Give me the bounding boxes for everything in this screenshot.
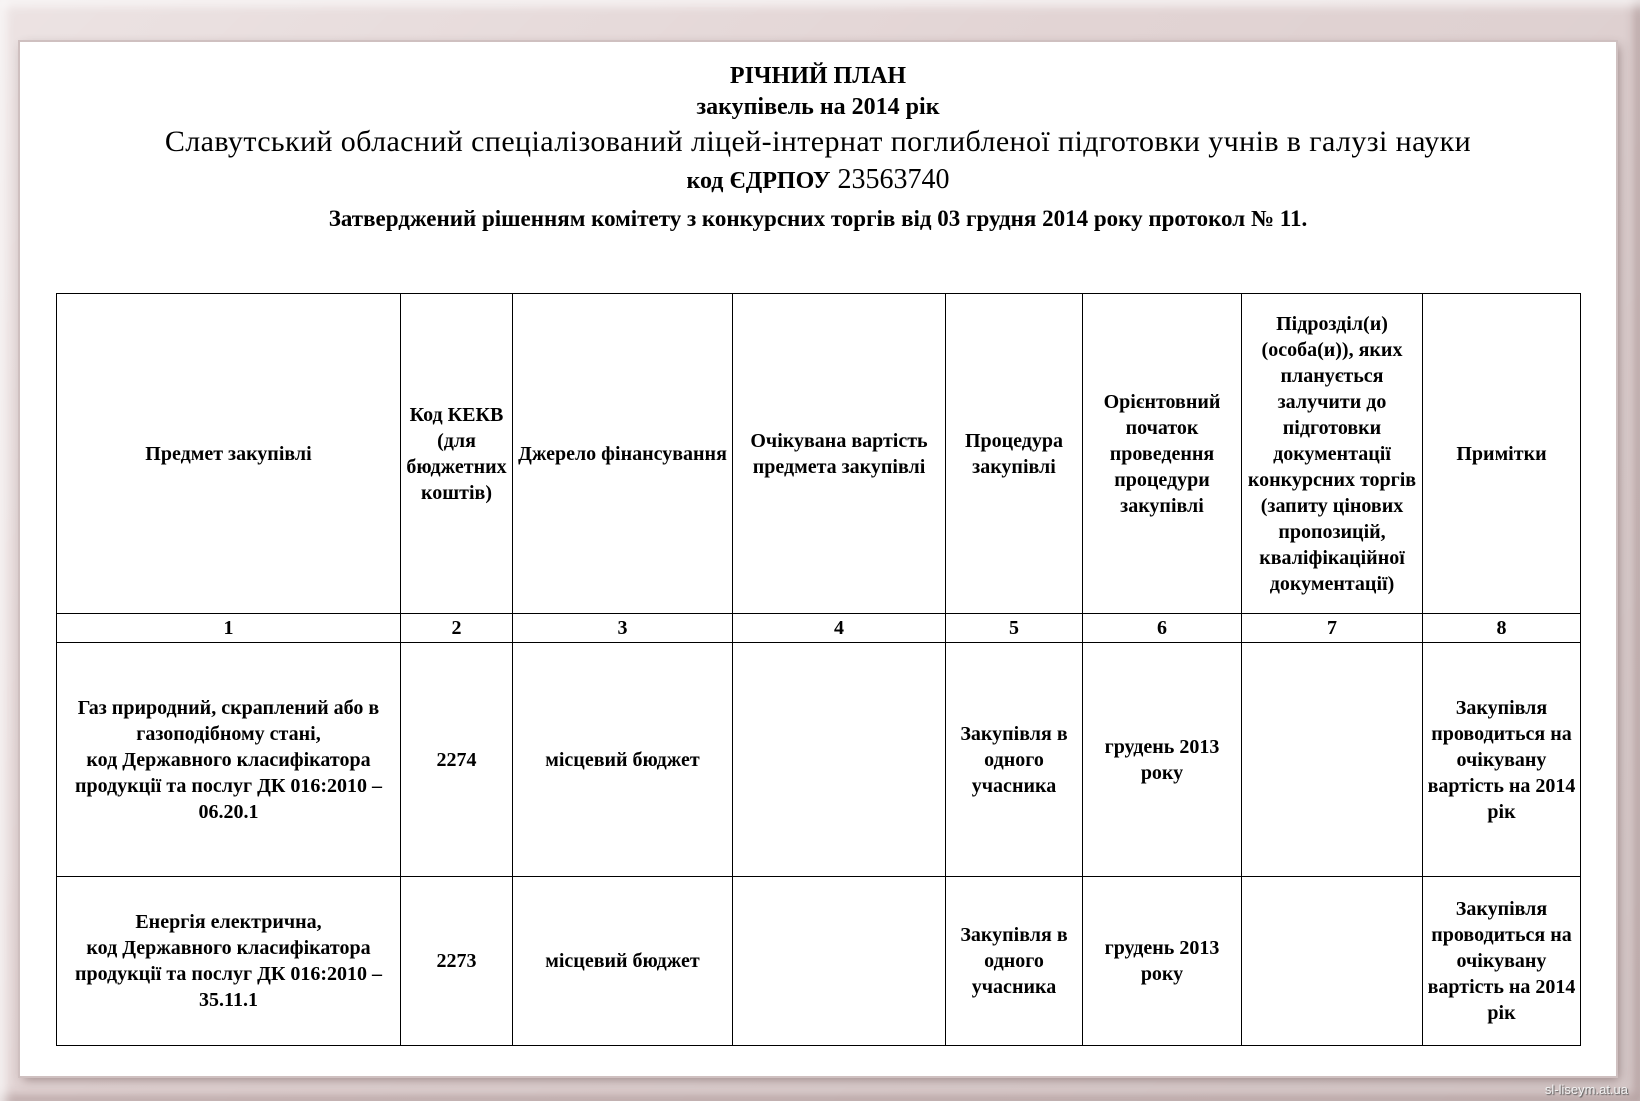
column-header: Підрозділ(и) (особа(и)), яких планується залучити до підготовки документації конкурсних торгів (запиту цінових пропозицій, кваліфікаційної документації) <box>1242 294 1423 614</box>
document-title: РІЧНИЙ ПЛАН <box>729 63 907 89</box>
column-number-row <box>57 614 1581 643</box>
start-cell: грудень 2013 року <box>1083 643 1242 877</box>
column-header: Джерело фінансування <box>513 294 733 614</box>
subject-code: код Державного класифікатора продукції та послуг ДК 016:2010 – 06.20.1 <box>74 748 383 823</box>
notes-cell: Закупівля проводиться на очікувану вартість на 2014 рік <box>1423 877 1581 1046</box>
column-header: Очікувана вартість предмета закупівлі <box>733 294 946 614</box>
notes-cell: Закупівля проводиться на очікувану вартість на 2014 рік <box>1423 643 1581 877</box>
column-number: 2 <box>401 614 513 643</box>
approval-line: Затверджений рішенням комітету з конкурсних торгів від 03 грудня 2014 року протокол № 11. <box>328 206 1308 231</box>
column-header: Предмет закупівлі <box>57 294 401 614</box>
subject-cell <box>57 643 401 877</box>
column-number: 8 <box>1423 614 1581 643</box>
subject-name: Газ природний, скраплений або в газоподібному стані, <box>77 696 380 745</box>
subject-name: Енергія електрична, <box>135 911 322 933</box>
site-watermark: sl-liseym.at.ua <box>1544 1082 1628 1097</box>
source-cell: місцевий бюджет <box>513 643 733 877</box>
column-header: Код КЕКВ (для бюджетних коштів) <box>401 294 513 614</box>
start-cell: грудень 2013 року <box>1083 877 1242 1046</box>
column-header: Примітки <box>1423 294 1581 614</box>
procedure-cell: Закупівля в одного учасника <box>946 877 1083 1046</box>
edrpou-line <box>20 162 1616 199</box>
kekv-cell: 2274 <box>401 643 513 877</box>
table-header-row <box>57 294 1581 614</box>
column-header: Процедура закупівлі <box>946 294 1083 614</box>
table-row <box>57 643 1581 877</box>
edrpou-value: 23563740 <box>837 164 950 195</box>
edrpou-label: код ЄДРПОУ <box>686 168 831 194</box>
document-page <box>20 42 1616 1076</box>
kekv-cell: 2273 <box>401 877 513 1046</box>
source-cell: місцевий бюджет <box>513 877 733 1046</box>
column-number: 4 <box>733 614 946 643</box>
column-number: 5 <box>946 614 1083 643</box>
column-header: Орієнтовний початок проведення процедури закупівлі <box>1083 294 1242 614</box>
column-number: 3 <box>513 614 733 643</box>
department-cell <box>1242 877 1423 1046</box>
document-subtitle: закупівель на 2014 рік <box>696 94 940 120</box>
cost-cell <box>733 877 946 1046</box>
subject-cell <box>57 877 401 1046</box>
subject-code: код Державного класифікатора продукції та послуг ДК 016:2010 – 35.11.1 <box>74 937 383 1011</box>
procurement-table <box>56 293 1581 1046</box>
cost-cell <box>733 643 946 877</box>
department-cell <box>1242 643 1423 877</box>
table-row <box>57 877 1581 1046</box>
document-header <box>20 60 1616 239</box>
column-number: 6 <box>1083 614 1242 643</box>
organization-name: Славутський обласний спеціалізований ліцей-інтернат поглибленої підготовки учнів в галузі науки <box>164 125 1472 158</box>
column-number: 1 <box>57 614 401 643</box>
column-number: 7 <box>1242 614 1423 643</box>
procedure-cell: Закупівля в одного учасника <box>946 643 1083 877</box>
